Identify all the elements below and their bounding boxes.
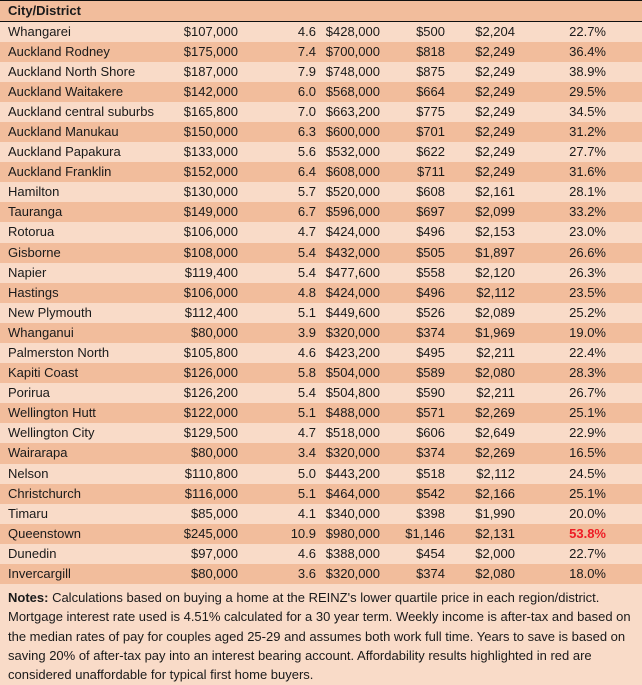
value-cell: 24.5% xyxy=(569,465,606,481)
value-cell: $80,000 xyxy=(191,566,238,582)
value-cell: $374 xyxy=(416,566,445,582)
row-spacer xyxy=(608,524,642,544)
value-cell: 22.7% xyxy=(569,23,606,39)
value-cell: $320,000 xyxy=(325,445,380,461)
city-cell: Auckland Manukau xyxy=(8,123,119,139)
row-spacer xyxy=(608,283,642,303)
value-cell: $2,249 xyxy=(475,43,515,59)
value-cell: $398 xyxy=(416,505,445,521)
value-cell: 5.6 xyxy=(297,144,316,160)
value-cell: 7.4 xyxy=(297,43,316,59)
row-spacer xyxy=(608,504,642,524)
value-cell: $1,990 xyxy=(475,505,515,521)
value-cell: 25.2% xyxy=(569,304,606,320)
table-body xyxy=(0,21,642,584)
value-cell: $571 xyxy=(416,405,445,421)
row-spacer xyxy=(608,82,642,102)
value-cell: $2,153 xyxy=(475,224,515,240)
table-row xyxy=(0,162,642,182)
row-spacer xyxy=(608,383,642,403)
value-cell: $2,000 xyxy=(475,545,515,561)
value-cell: $464,000 xyxy=(325,485,380,501)
value-cell: $2,249 xyxy=(475,103,515,119)
row-spacer xyxy=(608,403,642,423)
value-cell: $2,249 xyxy=(475,164,515,180)
value-cell: $424,000 xyxy=(325,284,380,300)
row-spacer xyxy=(608,564,642,584)
value-cell: $590 xyxy=(416,385,445,401)
value-cell: 4.8 xyxy=(297,284,316,300)
value-cell: $340,000 xyxy=(325,505,380,521)
value-cell: 38.9% xyxy=(569,63,606,79)
value-cell: 53.8% xyxy=(569,525,606,541)
table-row xyxy=(0,343,642,363)
value-cell: $432,000 xyxy=(325,244,380,260)
notes-paragraph xyxy=(0,584,642,684)
city-cell: Invercargill xyxy=(8,566,71,582)
value-cell: $496 xyxy=(416,284,445,300)
city-cell: Rotorua xyxy=(8,224,55,240)
value-cell: 34.5% xyxy=(569,103,606,119)
value-cell: $388,000 xyxy=(325,545,380,561)
table-row xyxy=(0,82,642,102)
city-cell: Porirua xyxy=(8,385,50,401)
value-cell: 19.0% xyxy=(569,324,606,340)
value-cell: 5.1 xyxy=(297,405,316,421)
value-cell: 22.9% xyxy=(569,425,606,441)
row-spacer xyxy=(608,102,642,122)
row-spacer xyxy=(608,182,642,202)
value-cell: 5.8 xyxy=(297,365,316,381)
value-cell: $606 xyxy=(416,425,445,441)
value-cell: $558 xyxy=(416,264,445,280)
row-spacer xyxy=(608,423,642,443)
value-cell: 4.6 xyxy=(297,545,316,561)
value-cell: $663,200 xyxy=(325,103,380,119)
row-spacer xyxy=(608,343,642,363)
value-cell: $320,000 xyxy=(325,566,380,582)
value-cell: $518,000 xyxy=(325,425,380,441)
value-cell: $165,800 xyxy=(183,103,238,119)
value-cell: 26.6% xyxy=(569,244,606,260)
value-cell: $596,000 xyxy=(325,204,380,220)
value-cell: $2,249 xyxy=(475,63,515,79)
city-cell: Auckland North Shore xyxy=(8,63,136,79)
value-cell: $106,000 xyxy=(183,284,238,300)
value-cell: 4.1 xyxy=(297,505,316,521)
city-cell: Hamilton xyxy=(8,184,60,200)
table-row xyxy=(0,403,642,423)
value-cell: 5.1 xyxy=(297,304,316,320)
column-header-city-district: City/District xyxy=(0,1,642,22)
value-cell: 5.4 xyxy=(297,264,316,280)
row-spacer xyxy=(608,544,642,564)
value-cell: $980,000 xyxy=(325,525,380,541)
row-spacer xyxy=(608,443,642,463)
value-cell: $2,166 xyxy=(475,485,515,501)
value-cell: $130,000 xyxy=(183,184,238,200)
value-cell: $443,200 xyxy=(325,465,380,481)
value-cell: $600,000 xyxy=(325,123,380,139)
value-cell: $568,000 xyxy=(325,83,380,99)
city-cell: Wairarapa xyxy=(8,445,68,461)
table-row xyxy=(0,423,642,443)
value-cell: $85,000 xyxy=(191,505,238,521)
row-spacer xyxy=(608,162,642,182)
value-cell: $711 xyxy=(417,164,445,180)
value-cell: $589 xyxy=(416,365,445,381)
value-cell: $664 xyxy=(416,83,445,99)
value-cell: $423,200 xyxy=(325,345,380,360)
row-spacer xyxy=(608,303,642,323)
table-row xyxy=(0,102,642,122)
city-cell: Gisborne xyxy=(8,244,61,260)
value-cell: $697 xyxy=(416,204,445,220)
value-cell: $1,969 xyxy=(475,324,515,340)
value-cell: $126,000 xyxy=(183,365,238,381)
value-cell: $2,112 xyxy=(476,465,515,481)
value-cell: $2,080 xyxy=(475,566,515,582)
value-cell: $112,400 xyxy=(184,304,238,320)
value-cell: $122,000 xyxy=(183,405,238,421)
value-cell: $622 xyxy=(416,144,445,160)
table-row xyxy=(0,142,642,162)
table-row xyxy=(0,243,642,263)
value-cell: 7.0 xyxy=(297,103,316,119)
value-cell: $105,800 xyxy=(183,345,238,360)
city-cell: Queenstown xyxy=(8,525,81,541)
row-spacer xyxy=(608,62,642,82)
value-cell: $2,249 xyxy=(475,144,515,160)
table-row xyxy=(0,524,642,544)
city-cell: Auckland Franklin xyxy=(8,164,112,180)
table-row xyxy=(0,564,642,584)
value-cell: 4.7 xyxy=(297,425,316,441)
value-cell: $2,099 xyxy=(475,204,515,220)
city-cell: Wellington Hutt xyxy=(8,405,96,421)
value-cell: $428,000 xyxy=(325,23,380,39)
row-spacer xyxy=(608,484,642,504)
value-cell: 3.9 xyxy=(297,324,316,340)
value-cell: $500 xyxy=(416,23,445,39)
value-cell: $126,200 xyxy=(183,385,238,401)
value-cell: $495 xyxy=(416,345,445,360)
value-cell: $80,000 xyxy=(191,324,238,340)
table-row xyxy=(0,263,642,283)
value-cell: $818 xyxy=(416,43,445,59)
city-cell: Auckland Rodney xyxy=(8,43,110,59)
value-cell: $520,000 xyxy=(325,184,380,200)
table-row xyxy=(0,21,642,42)
value-cell: $449,600 xyxy=(325,304,380,320)
table-row xyxy=(0,383,642,403)
value-cell: $106,000 xyxy=(183,224,238,240)
row-spacer xyxy=(608,142,642,162)
row-spacer xyxy=(608,122,642,142)
city-cell: Christchurch xyxy=(8,485,81,501)
value-cell: $2,269 xyxy=(475,445,515,461)
value-cell: $2,161 xyxy=(475,184,515,200)
city-cell: Auckland Papakura xyxy=(8,144,121,160)
value-cell: $133,000 xyxy=(183,144,238,160)
value-cell: $2,120 xyxy=(475,264,515,280)
value-cell: $2,249 xyxy=(475,83,515,99)
table-row xyxy=(0,42,642,62)
row-spacer xyxy=(608,323,642,343)
city-cell: Whanganui xyxy=(8,324,74,340)
value-cell: 25.1% xyxy=(569,485,606,501)
value-cell: 33.2% xyxy=(569,204,606,220)
table-row xyxy=(0,122,642,142)
table-row xyxy=(0,443,642,463)
value-cell: $149,000 xyxy=(183,204,238,220)
value-cell: $175,000 xyxy=(183,43,238,59)
city-cell: Palmerston North xyxy=(8,345,110,360)
value-cell: $116,000 xyxy=(184,485,238,501)
value-cell: $518 xyxy=(416,465,445,481)
city-cell: Timaru xyxy=(8,505,48,521)
value-cell: $542 xyxy=(416,485,445,501)
value-cell: $150,000 xyxy=(183,123,238,139)
value-cell: 36.4% xyxy=(569,43,606,59)
row-spacer xyxy=(608,202,642,222)
table-row xyxy=(0,464,642,484)
table-row xyxy=(0,323,642,343)
value-cell: $2,112 xyxy=(476,284,515,300)
row-spacer xyxy=(608,21,642,42)
value-cell: $129,500 xyxy=(183,425,238,441)
value-cell: $424,000 xyxy=(325,224,380,240)
value-cell: $532,000 xyxy=(325,144,380,160)
table-row xyxy=(0,182,642,202)
row-spacer xyxy=(608,263,642,283)
value-cell: 20.0% xyxy=(569,505,606,521)
value-cell: 6.4 xyxy=(297,164,316,180)
value-cell: $775 xyxy=(416,103,445,119)
table-row xyxy=(0,303,642,323)
notes-text: Calculations based on buying a home at the REINZ's lower quartile price in each region/district. Mortgage interest rate used is 4.51% calculated for a 30 year term. Weekly income is after-tax and based on the median rates of pay for couples aged 25-29 and assumes both work full time. Years to save is based on saving 20% of after-tax pay into an interest bearing account. Affordability results highlighted in red are considered unaffordable for typical first home buyers. xyxy=(8,590,631,683)
value-cell: $1,146 xyxy=(405,525,445,541)
value-cell: 27.7% xyxy=(569,144,606,160)
value-cell: $454 xyxy=(416,545,445,561)
row-spacer xyxy=(608,42,642,62)
table-row xyxy=(0,283,642,303)
value-cell: $701 xyxy=(416,123,445,139)
value-cell: 5.0 xyxy=(297,465,316,481)
row-spacer xyxy=(608,464,642,484)
city-cell: Whangarei xyxy=(8,23,71,39)
value-cell: $504,800 xyxy=(325,385,380,401)
value-cell: 29.5% xyxy=(569,83,606,99)
value-cell: $505 xyxy=(416,244,445,260)
value-cell: 3.4 xyxy=(297,445,316,461)
value-cell: 26.7% xyxy=(569,385,606,401)
table-row xyxy=(0,484,642,504)
table-row xyxy=(0,202,642,222)
value-cell: $245,000 xyxy=(183,525,238,541)
value-cell: 4.7 xyxy=(297,224,316,240)
value-cell: $526 xyxy=(416,304,445,320)
city-cell: Tauranga xyxy=(8,204,63,220)
value-cell: $496 xyxy=(416,224,445,240)
city-cell: Auckland Waitakere xyxy=(8,83,124,99)
value-cell: $152,000 xyxy=(183,164,238,180)
value-cell: $2,204 xyxy=(475,23,515,39)
value-cell: 10.9 xyxy=(290,525,316,541)
value-cell: $110,800 xyxy=(184,465,238,481)
value-cell: $2,249 xyxy=(475,123,515,139)
value-cell: 3.6 xyxy=(297,566,316,582)
value-cell: $119,400 xyxy=(184,264,238,280)
value-cell: $2,211 xyxy=(476,385,515,401)
value-cell: 18.0% xyxy=(569,566,606,582)
value-cell: 4.6 xyxy=(297,345,316,360)
value-cell: 4.6 xyxy=(297,23,316,39)
row-spacer xyxy=(608,243,642,263)
value-cell: $107,000 xyxy=(183,23,238,39)
value-cell: 5.1 xyxy=(297,485,316,501)
value-cell: 25.1% xyxy=(569,405,606,421)
city-cell: Hastings xyxy=(8,284,59,300)
value-cell: $2,649 xyxy=(475,425,515,441)
value-cell: 28.3% xyxy=(569,365,606,381)
value-cell: 7.9 xyxy=(297,63,316,79)
city-cell: Dunedin xyxy=(8,545,57,561)
value-cell: $748,000 xyxy=(325,63,380,79)
value-cell: $108,000 xyxy=(183,244,238,260)
value-cell: $2,131 xyxy=(475,525,515,541)
value-cell: $320,000 xyxy=(325,324,380,340)
row-spacer xyxy=(608,363,642,383)
table-row xyxy=(0,544,642,564)
value-cell: $2,089 xyxy=(475,304,515,320)
value-cell: $608 xyxy=(416,184,445,200)
value-cell: 5.4 xyxy=(297,385,316,401)
value-cell: $488,000 xyxy=(325,405,380,421)
value-cell: 6.3 xyxy=(297,123,316,139)
value-cell: 31.6% xyxy=(569,164,606,180)
row-spacer xyxy=(608,222,642,242)
value-cell: $477,600 xyxy=(325,264,380,280)
value-cell: $2,269 xyxy=(475,405,515,421)
city-cell: Wellington City xyxy=(8,425,95,441)
value-cell: 28.1% xyxy=(569,184,606,200)
value-cell: $608,000 xyxy=(325,164,380,180)
city-cell: Napier xyxy=(8,264,47,280)
value-cell: $80,000 xyxy=(191,445,238,461)
notes-label: Notes: xyxy=(8,590,49,606)
value-cell: 26.3% xyxy=(569,264,606,280)
city-cell: Nelson xyxy=(8,465,49,481)
value-cell: $2,080 xyxy=(475,365,515,381)
city-cell: New Plymouth xyxy=(8,304,92,320)
value-cell: $1,897 xyxy=(475,244,515,260)
value-cell: $97,000 xyxy=(191,545,238,561)
table-row xyxy=(0,222,642,242)
value-cell: 6.7 xyxy=(297,204,316,220)
value-cell: $875 xyxy=(416,63,445,79)
value-cell: 16.5% xyxy=(569,445,606,461)
value-cell: 6.0 xyxy=(297,83,316,99)
value-cell: 22.4% xyxy=(569,345,606,360)
value-cell: 23.5% xyxy=(569,284,606,300)
value-cell: $2,211 xyxy=(476,345,515,360)
value-cell: $374 xyxy=(416,445,445,461)
value-cell: $187,000 xyxy=(183,63,238,79)
value-cell: $504,000 xyxy=(325,365,380,381)
value-cell: 5.7 xyxy=(297,184,316,200)
table-header-row xyxy=(0,1,642,22)
value-cell: 22.7% xyxy=(569,545,606,561)
value-cell: $142,000 xyxy=(183,83,238,99)
value-cell: $374 xyxy=(416,324,445,340)
table-row xyxy=(0,504,642,524)
value-cell: $700,000 xyxy=(325,43,380,59)
value-cell: 31.2% xyxy=(569,123,606,139)
city-cell: Kapiti Coast xyxy=(8,365,79,381)
city-cell: Auckland central suburbs xyxy=(8,103,154,119)
table-row xyxy=(0,363,642,383)
value-cell: 23.0% xyxy=(569,224,606,240)
value-cell: 5.4 xyxy=(297,244,316,260)
table-row xyxy=(0,62,642,82)
